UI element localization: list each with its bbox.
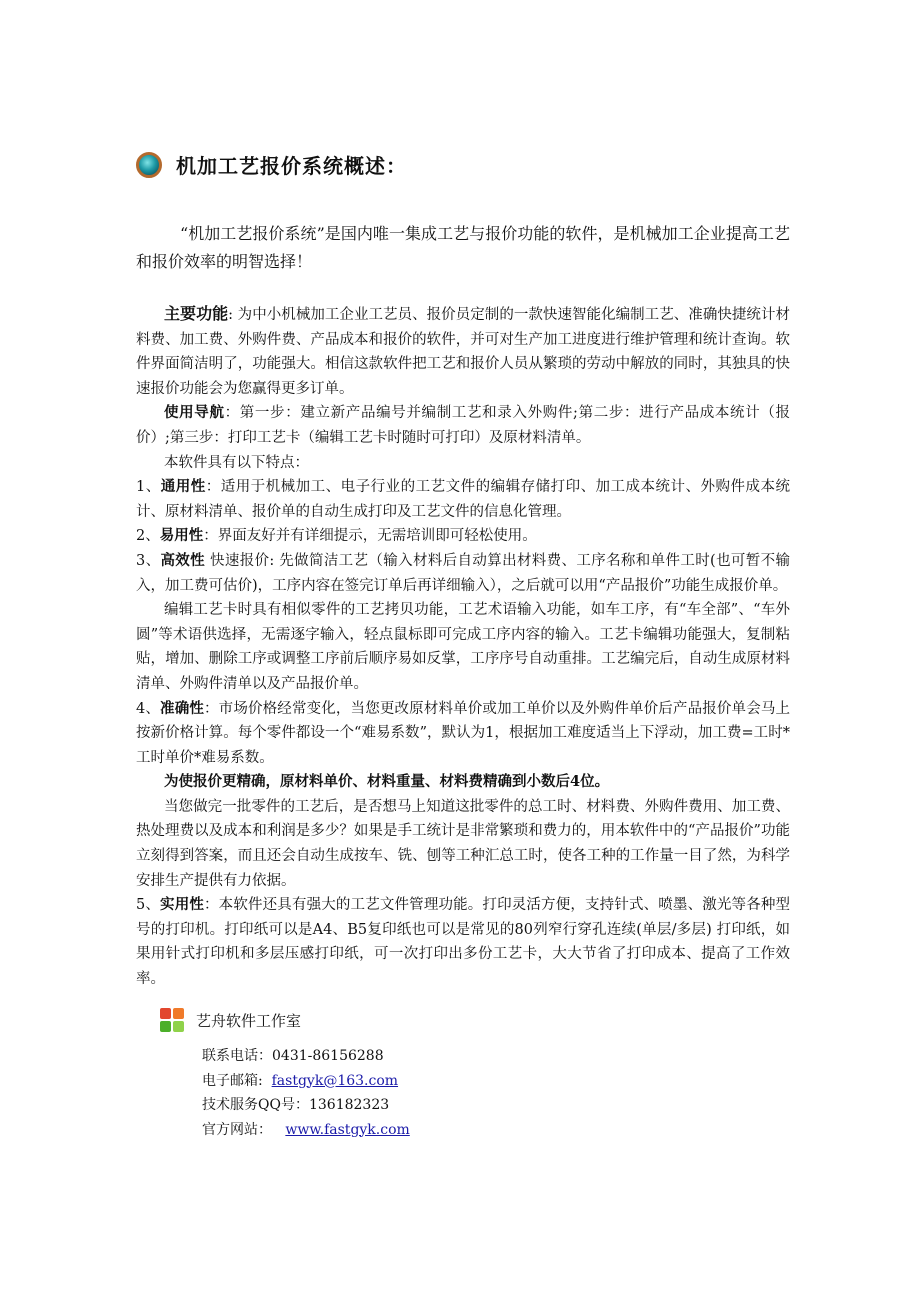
feature-label: 高效性 xyxy=(160,551,206,569)
precision-note: 为使报价更精确，原材料单价、材料重量、材料费精确到小数后4位。 xyxy=(164,773,610,791)
copy-feature-paragraph: 编辑工艺卡时具有相似零件的工艺拷贝功能，工艺术语输入功能，如车工序，有“车全部”、“车外圆”等术语供选择，无需逐字输入，轻点鼠标即可完成工序内容的输入。工艺卡编辑功能强大，复制粘贴，增加、删除工序或调整工序前后顺序易如反掌，工序序号自动重排。工艺编完后，自动生成原材料清单、外购件清单以及产品报价单。 xyxy=(136,602,790,692)
feature-label: 通用性 xyxy=(160,478,206,496)
windows-logo-icon xyxy=(160,1008,184,1032)
feature-number: 1、 xyxy=(136,479,161,496)
main-function-label: 主要功能 xyxy=(164,304,229,323)
feature-text: ：本软件还具有强大的工艺文件管理功能。打印灵活方便，支持针式、喷墨、激光等各种型号的打印机。打印纸可以是A4、B5复印纸也可以是常见的80列窄行穿孔连续(单层/多层) 打印纸，如果用针式打印机和多层压感打印纸，可一次打印出多份工艺卡，大大节省了打印成本、提高了工作效率。 xyxy=(136,897,791,988)
contact-website xyxy=(202,1118,410,1143)
feature-text: ：市场价格经常变化，当您更改原材料单价或加工单价以及外购件单价后产品报价单会马上按新价格计算。每个零件都设一个“难易系数”，默认为1，根据加工难度适当上下浮动，加工费=工时*工时单价*难易系数。 xyxy=(136,700,791,766)
section-heading xyxy=(136,150,407,179)
main-function-paragraph xyxy=(136,302,790,401)
feature-label: 易用性 xyxy=(159,527,204,545)
heading-text: 机加工艺报价系统概述： xyxy=(176,154,407,178)
feature-item-4 xyxy=(136,697,790,771)
email-link[interactable]: fastgyk@163.com xyxy=(271,1072,399,1089)
studio-name: 艺舟软件工作室 xyxy=(196,1011,302,1030)
intro-paragraph: “机加工艺报价系统”是国内唯一集成工艺与报价功能的软件，是机械加工企业提高工艺和报价效率的明智选择！ xyxy=(136,224,790,271)
feature-number: 5、 xyxy=(136,897,161,914)
document-body xyxy=(136,220,790,992)
usage-guide-text: ：第一步：建立新产品编号并编制工艺和录入外购件;第二步：进行产品成本统计（报价）;第三步：打印工艺卡（编辑工艺卡时随时可打印）及原材料清单。 xyxy=(136,405,791,446)
qq-value: 136182323 xyxy=(308,1097,390,1113)
email-label: 电子邮箱: xyxy=(202,1072,272,1089)
bullet-orb-icon xyxy=(136,152,162,178)
feature-number: 3、 xyxy=(136,552,161,569)
usage-guide-paragraph xyxy=(136,401,790,450)
feature-item-5 xyxy=(136,893,790,991)
feature-label: 实用性 xyxy=(160,896,205,914)
studio-brand xyxy=(160,1008,410,1032)
feature-item-2 xyxy=(136,524,790,549)
feature-number: 4、 xyxy=(136,700,161,717)
feature-label: 准确性 xyxy=(160,699,205,717)
main-function-text: : 为中小机械加工企业工艺员、报价员定制的一款快速智能化编制工艺、准确快捷统计材料费、加工费、外购件费、产品成本和报价的软件，并可对生产加工进度进行维护管理和统计查询。软件界面简洁明了，功能强大。相信这款软件把工艺和报价人员从繁琐的劳动中解放的同时，其独具的快速报价功能会为您赢得更多订单。 xyxy=(136,307,790,397)
feature-item-1 xyxy=(136,475,790,524)
contact-qq xyxy=(202,1093,410,1118)
feature-text: ：适用于机械加工、电子行业的工艺文件的编辑存储打印、加工成本统计、外购件成本统计、原材料清单、报价单的自动生成打印及工艺文件的信息化管理。 xyxy=(136,479,790,520)
feature-item-3 xyxy=(136,549,790,598)
contact-phone xyxy=(202,1044,410,1069)
batch-paragraph: 当您做完一批零件的工艺后，是否想马上知道这批零件的总工时、材料费、外购件费用、加工费、热处理费以及成本和利润是多少？如果是手工统计是非常繁琐和费力的，用本软件中的“产品报价”功能立刻得到答案，而且还会自动生成按车、铣、刨等工种汇总工时，使各工种的工作量一目了然，为科学安排生产提供有力依据。 xyxy=(136,798,790,889)
website-label: 官方网站： xyxy=(202,1121,286,1138)
usage-guide-label: 使用导航 xyxy=(164,404,225,422)
contact-list xyxy=(202,1044,410,1142)
qq-label: 技术服务QQ号： xyxy=(202,1097,309,1113)
feature-text: 快速报价: 先做简洁工艺（输入材料后自动算出材料费、工序名称和单件工时(也可暂不输入，加工费可估价)，工序内容在签完订单后再详细输入），之后就可以用“产品报价”功能生成报价单。 xyxy=(136,552,790,594)
website-link[interactable]: www.fastgyk.com xyxy=(285,1121,410,1138)
contact-footer xyxy=(160,1008,410,1142)
phone-label: 联系电话： xyxy=(202,1048,272,1064)
phone-value: 0431-86156288 xyxy=(272,1048,384,1064)
features-intro: 本软件具有以下特点： xyxy=(164,454,309,471)
feature-number: 2、 xyxy=(136,528,160,545)
contact-email xyxy=(202,1069,410,1094)
feature-text: ：界面友好并有详细提示，无需培训即可轻松使用。 xyxy=(203,528,537,545)
